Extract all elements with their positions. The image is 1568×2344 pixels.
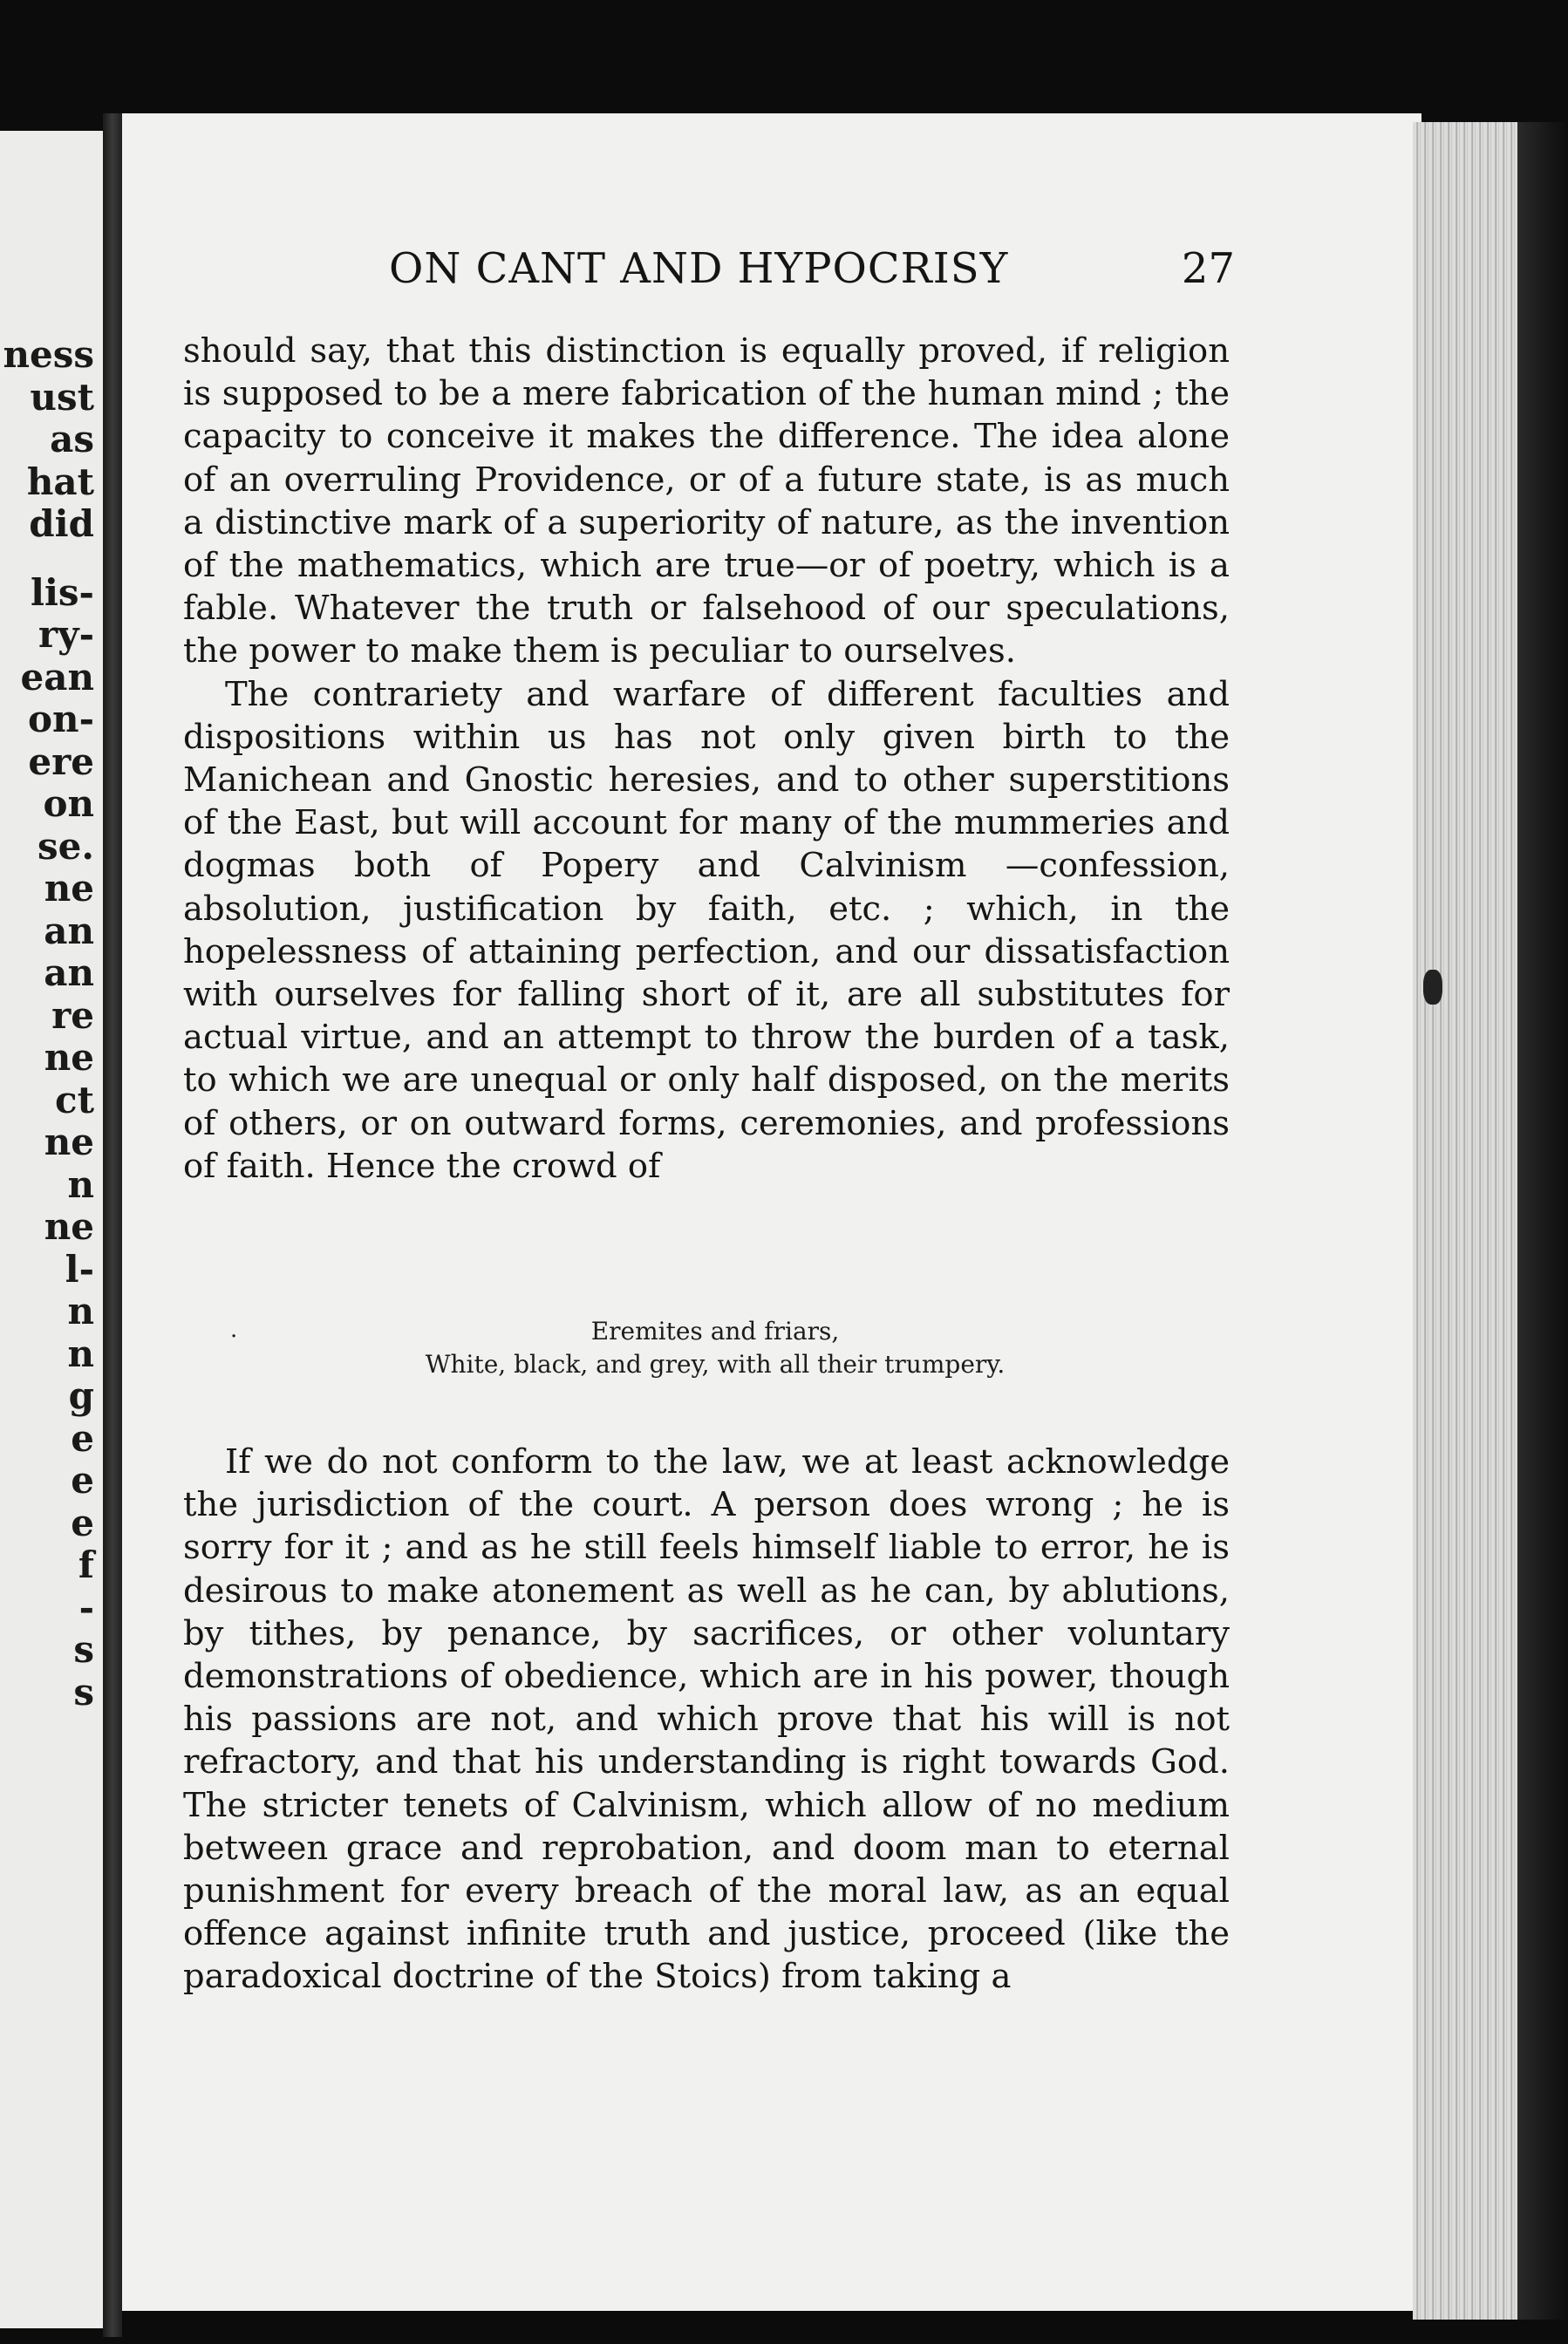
edge-ink-mark bbox=[1423, 970, 1442, 1005]
running-head-title: ON CANT AND HYPOCRISY bbox=[389, 244, 1009, 293]
facing-page-fragment: ne bbox=[44, 867, 94, 910]
facing-page-fragment: s bbox=[73, 1670, 94, 1714]
facing-page-fragment: an bbox=[44, 909, 94, 952]
facing-page-fragment: on bbox=[43, 782, 94, 825]
facing-page-fragment: s bbox=[73, 1628, 94, 1671]
facing-page-fragment: g bbox=[68, 1374, 94, 1417]
facing-page-fragment: n bbox=[67, 1162, 94, 1206]
book-gutter bbox=[103, 113, 122, 2337]
facing-page-fragment: hat bbox=[26, 460, 94, 503]
facing-page-fragment: ne bbox=[44, 1205, 94, 1248]
facing-page-fragment: an bbox=[44, 951, 94, 994]
facing-page-left bbox=[0, 131, 103, 2328]
facing-page-fragment: f bbox=[78, 1543, 94, 1586]
facing-page-fragment: ean bbox=[20, 655, 94, 698]
running-header bbox=[197, 244, 1235, 305]
facing-page-fragment: n bbox=[67, 1290, 94, 1332]
facing-page-fragment: ne bbox=[44, 1121, 94, 1163]
facing-page-fragment: on- bbox=[28, 698, 94, 740]
facing-page-fragment: re bbox=[51, 993, 94, 1037]
facing-page-fragment: l- bbox=[65, 1247, 94, 1291]
quote-line-1: Eremites and friars, bbox=[590, 1317, 840, 1346]
facing-page-fragment: n bbox=[67, 1332, 94, 1375]
quote-line-2: White, black, and grey, with all their trumpery. bbox=[425, 1350, 1006, 1379]
facing-page-fragment: - bbox=[78, 1585, 94, 1629]
facing-page-fragment: ust bbox=[30, 375, 94, 419]
paragraph-contrariety: The contrariety and warfare of different faculties and dispositions within us has not only given birth to the Manichean and Gnostic heresies, and to other superstitions of the East, but will account for many of the mummeries and dogmas both of Popery and Calvinism —confession, absolution, justification by faith, etc. ; which, in the hopelessness of attaining perfection, and our dissatisfaction with ourselves for falling short of it, are all substitutes for actual virtue, and an attempt to throw the burden of a task, to which we are unequal or only half disposed, on the merits of others, or on outward forms, ceremonies, and professions of faith. Hence the crowd of bbox=[183, 674, 1230, 1186]
facing-page-fragment: e bbox=[71, 1459, 94, 1502]
facing-page-fragment: as bbox=[50, 418, 94, 460]
facing-page-fragment: ere bbox=[28, 739, 94, 783]
facing-page-fragment: se. bbox=[37, 824, 94, 868]
facing-page-fragment: ry- bbox=[38, 613, 94, 656]
body-text-bottom bbox=[183, 1441, 1230, 1999]
page-edges bbox=[1413, 122, 1517, 2320]
facing-page-fragment: ne bbox=[44, 1036, 94, 1079]
body-text-top bbox=[183, 330, 1230, 1188]
facing-page-fragment: ness bbox=[3, 333, 94, 376]
facing-page-fragment: lis- bbox=[31, 570, 94, 614]
paragraph-continuation: should say, that this distinction is equally proved, if religion is supposed to be a mere fabrication of the human mind ; the capacity to conceive it makes the difference. The idea alone of an overruling Providence, or of a future state, is as much a distinctive mark of a superiority of nature, as the invention of the mathematics, which are true—or of poetry, which is a fable. Whatever the truth or falsehood of our speculations, the power to make them is peculiar to ourselves. bbox=[183, 331, 1230, 671]
paragraph-conform: If we do not conform to the law, we at least acknowledge the jurisdiction of the court. A person does wrong ; he is sorry for it ; and as he still feels himself liable to error, he is desirous to make atonement as well as he can, by ablutions, by tithes, by penance, by sacrifices, or other voluntary demonstrations of obedience, which are in his power, though his passions are not, and which prove that his will is not refractory, and that his understanding is right towards God. The stricter tenets of Calvinism, which allow of no medium between grace and reprobation, and doom man to eternal punishment for every breach of the moral law, as an equal offence against infinite truth and justice, proceed (like the paradoxical doctrine of the Stoics) from taking a bbox=[183, 1442, 1230, 1997]
facing-page-fragment: did bbox=[29, 502, 94, 545]
facing-page-fragment: ct bbox=[55, 1078, 94, 1121]
page-number: 27 bbox=[1181, 244, 1235, 293]
page-edge-shadow bbox=[1517, 122, 1568, 2320]
verse-quotation bbox=[227, 1315, 1203, 1381]
quote-dot: · bbox=[230, 1324, 238, 1350]
facing-page-fragment: e bbox=[71, 1501, 94, 1544]
facing-page-fragment: e bbox=[71, 1416, 94, 1460]
